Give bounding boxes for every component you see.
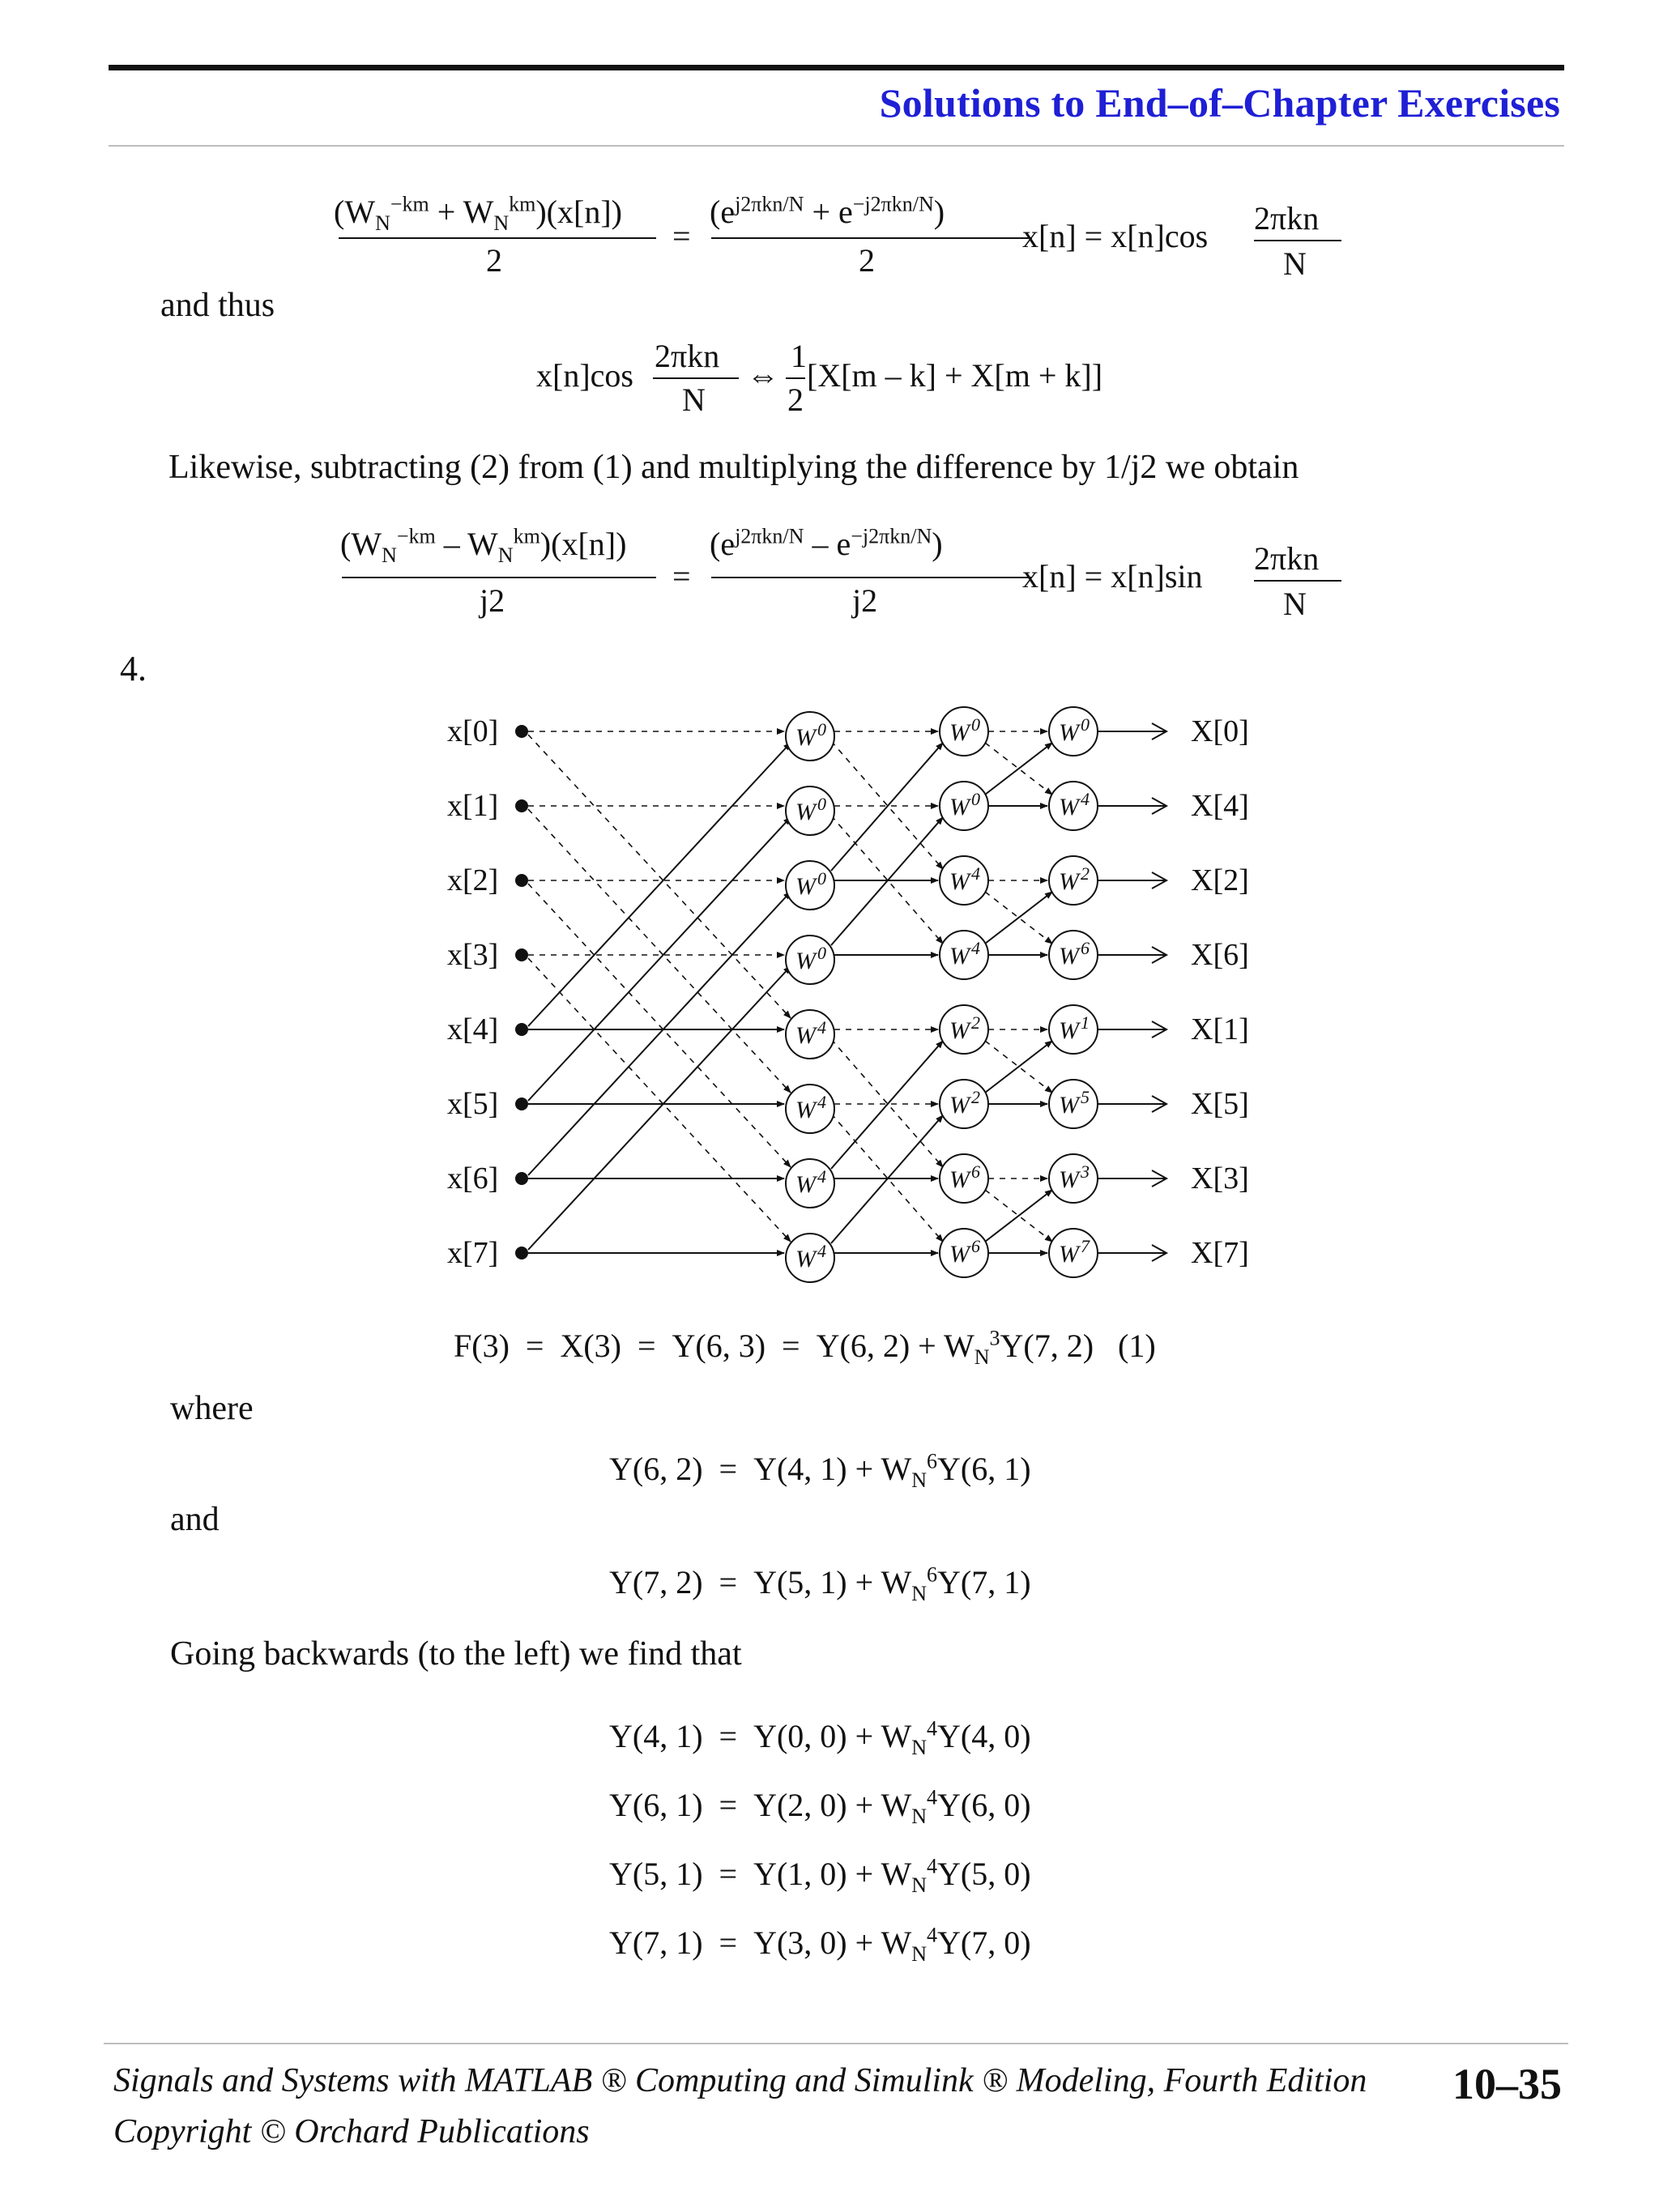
input-label-6: x[6] [447, 1161, 499, 1196]
input-label-7: x[7] [447, 1236, 499, 1270]
edge-s2-cross-2 [831, 743, 943, 871]
stage1-node-0 [786, 712, 834, 761]
input-label-1: x[1] [447, 789, 499, 823]
output-label-7: X[7] [1191, 1236, 1249, 1270]
stage2-node-1-label: $W^0$ [949, 789, 980, 820]
stage3-node-0-label: $W^0$ [1059, 714, 1090, 746]
stage1-node-7 [786, 1234, 834, 1282]
stage3-node-1 [1049, 782, 1098, 830]
stage3-node-5-label: $W^5$ [1059, 1087, 1090, 1119]
eq3-rhs-denominator: j2 [852, 582, 878, 619]
eq3-rhs-numerator: $(e^{j2\pi kn/N} - e^{-j2\pi kn/N})$ [710, 524, 943, 562]
stage1-node-1-label: $W^0$ [795, 794, 826, 825]
output-label-6: X[3] [1191, 1161, 1249, 1196]
eq2-half-numerator: 1 [791, 338, 807, 374]
y41-equation: Y(4, 1) = Y(0, $0) + W_N^4Y(4$, 0) [609, 1716, 1031, 1759]
stage2-node-0-label: $W^0$ [949, 714, 980, 746]
eq2-arrow: ⇔ [747, 357, 779, 394]
input-node-dot-7 [515, 1247, 528, 1259]
stage1-node-6 [786, 1159, 834, 1208]
output-label-5: X[5] [1191, 1087, 1249, 1121]
eq2-frac-numerator: 2πkn [655, 338, 720, 374]
stage3-node-6-label: $W^3$ [1059, 1161, 1090, 1193]
eq2-half-denominator: 2 [787, 381, 804, 418]
eq3-tail: x[n] = x[n]sin [1022, 558, 1203, 595]
input-node-dot-4 [515, 1023, 528, 1036]
edge-s1-dashed-cross-2 [528, 884, 791, 1167]
stage3-node-4 [1049, 1005, 1098, 1054]
eq3-frac-numerator: 2πkn [1254, 540, 1320, 577]
stage1-node-4 [786, 1010, 834, 1059]
stage2-node-1 [940, 782, 988, 830]
stage2-node-2 [940, 856, 988, 905]
input-node-dot-6 [515, 1172, 528, 1185]
stage2-node-5 [940, 1080, 988, 1128]
output-label-2: X[2] [1191, 863, 1249, 897]
stage1-node-6-label: $W^4$ [795, 1166, 826, 1198]
eq1-tail: x[n] = x[n]cos [1022, 218, 1209, 254]
y51-equation: Y(5, 1) = Y(1, $0) + W_N^4Y(5$, 0) [609, 1854, 1031, 1897]
input-node-dot-1 [515, 799, 528, 812]
eq2-right: [X[m – k] + X[m + k]] [807, 357, 1103, 394]
eq1-rhs-denominator: 2 [859, 242, 875, 279]
eq1-rhs-numerator: $(e^{j2\pi kn/N} + e^{-j2\pi kn/N})$ [710, 192, 945, 230]
stage1-node-3-label: $W^0$ [795, 943, 826, 974]
stage1-node-5-label: $W^4$ [795, 1092, 826, 1123]
eq1-frac-numerator: 2πkn [1254, 200, 1320, 237]
edge-s2-cross-4 [831, 1039, 943, 1167]
eq1-lhs-denominator: 2 [486, 242, 502, 279]
input-node-dot-0 [515, 725, 528, 738]
stage1-node-2 [786, 861, 834, 910]
running-header: Solutions to End–of–Chapter Exercises [879, 80, 1560, 126]
output-label-3: X[6] [1191, 938, 1249, 972]
stage1-node-4-label: $W^4$ [795, 1017, 826, 1049]
edge-s1-dashed-cross-1 [528, 809, 791, 1093]
input-label-2: x[2] [447, 863, 499, 897]
stage2-node-7 [940, 1229, 988, 1277]
output-label-1: X[4] [1191, 789, 1249, 823]
stage3-node-7 [1049, 1229, 1098, 1277]
stage2-node-4 [940, 1005, 988, 1054]
input-node-dot-5 [515, 1097, 528, 1110]
stage2-node-6 [940, 1154, 988, 1203]
y72-equation: Y(7, 2) = Y(5, $1) + W_N^6Y(7$, 1) [609, 1562, 1031, 1605]
stage1-node-1 [786, 786, 834, 835]
edge-s2-cross-0 [831, 741, 943, 869]
y61-equation: Y(6, 1) = Y(2, $0) + W_N^4Y(6$, 0) [609, 1785, 1031, 1828]
stage2-node-4-label: $W^2$ [949, 1012, 980, 1044]
stage3-node-0 [1049, 707, 1098, 756]
eq1-frac-denominator: N [1283, 245, 1307, 282]
stage3-node-4-label: $W^1$ [1059, 1012, 1090, 1044]
stage3-node-3 [1049, 931, 1098, 979]
footer-rule [104, 2043, 1568, 2044]
output-label-4: X[1] [1191, 1012, 1249, 1046]
and-text: and [170, 1501, 220, 1538]
input-label-0: x[0] [447, 714, 499, 748]
stage3-node-5 [1049, 1080, 1098, 1128]
edge-s1-solid-cross-5 [528, 817, 791, 1101]
edge-s1-solid-cross-7 [528, 966, 791, 1250]
footer-copyright: Copyright © Orchard Publications [113, 2113, 590, 2150]
stage2-node-6-label: $W^6$ [949, 1161, 980, 1193]
output-label-0: X[0] [1191, 714, 1249, 748]
stage3-node-3-label: $W^6$ [1059, 938, 1090, 970]
eq1-lhs-numerator: $(W_N^{-km} + W_N^{km})(x[n])$ [334, 192, 622, 235]
page-number: 10–35 [1452, 2060, 1562, 2108]
input-node-dot-3 [515, 948, 528, 961]
eq3-lhs-denominator: j2 [480, 582, 505, 619]
stage2-node-7-label: $W^6$ [949, 1236, 980, 1268]
stage3-node-1-label: $W^4$ [1059, 789, 1090, 820]
likewise-text: Likewise, subtracting (2) from (1) and multiplying the difference by 1/j2 we obtain [168, 449, 1299, 486]
and-thus-text: and thus [160, 287, 275, 324]
stage1-node-5 [786, 1085, 834, 1133]
stage1-node-3 [786, 936, 834, 984]
stage2-node-3-label: $W^4$ [949, 938, 980, 970]
eq3-equals: = [672, 558, 691, 595]
stage3-node-2-label: $W^2$ [1059, 863, 1090, 895]
stage2-node-2-label: $W^4$ [949, 863, 980, 895]
input-label-4: x[4] [447, 1012, 499, 1046]
y62-equation: Y(6, 2) = Y(4, $1) + W_N^6Y(6$, 1) [609, 1449, 1031, 1492]
stage3-node-6 [1049, 1154, 1098, 1203]
input-label-3: x[3] [447, 938, 499, 972]
edge-s2-cross-6 [831, 1041, 943, 1169]
edge-s1-dashed-cross-3 [528, 958, 791, 1242]
input-label-5: x[5] [447, 1087, 499, 1121]
stage1-node-0-label: $W^0$ [795, 719, 826, 751]
eq3-frac-denominator: N [1283, 586, 1307, 622]
stage3-node-7-label: $W^7$ [1059, 1236, 1090, 1268]
edge-s1-dashed-cross-0 [528, 735, 791, 1018]
stage2-node-0 [940, 707, 988, 756]
stage3-node-2 [1049, 856, 1098, 905]
stage2-node-3 [940, 931, 988, 979]
problem-number: 4. [120, 649, 147, 688]
stage1-node-7-label: $W^4$ [795, 1241, 826, 1272]
footer-book-title: Signals and Systems with MATLAB ® Computing and Simulink ® Modeling, Fourth Edition [113, 2062, 1367, 2099]
going-backwards-text: Going backwards (to the left) we find that [170, 1635, 742, 1673]
y71-equation: Y(7, 1) = Y(3, $0) + W_N^4Y(7$, 0) [609, 1923, 1031, 1966]
eq3-lhs-numerator: $(W_N^{-km} - W_N^{km})(x[n])$ [340, 524, 627, 567]
where-text: where [170, 1390, 254, 1427]
stage1-node-2-label: $W^0$ [795, 868, 826, 900]
eq2-left: x[n]cos [536, 357, 633, 394]
input-node-dot-2 [515, 874, 528, 887]
edge-s1-solid-cross-6 [528, 892, 791, 1175]
edge-s1-solid-cross-4 [528, 743, 791, 1026]
stage2-node-5-label: $W^2$ [949, 1087, 980, 1119]
f3-equation: F(3) = X(3) = Y(6, 3) = Y(6, $2) + W_N^3Y(7$, 2) (1) [454, 1326, 1156, 1369]
eq2-frac-denominator: N [682, 381, 706, 418]
eq1-equals: = [672, 218, 691, 254]
